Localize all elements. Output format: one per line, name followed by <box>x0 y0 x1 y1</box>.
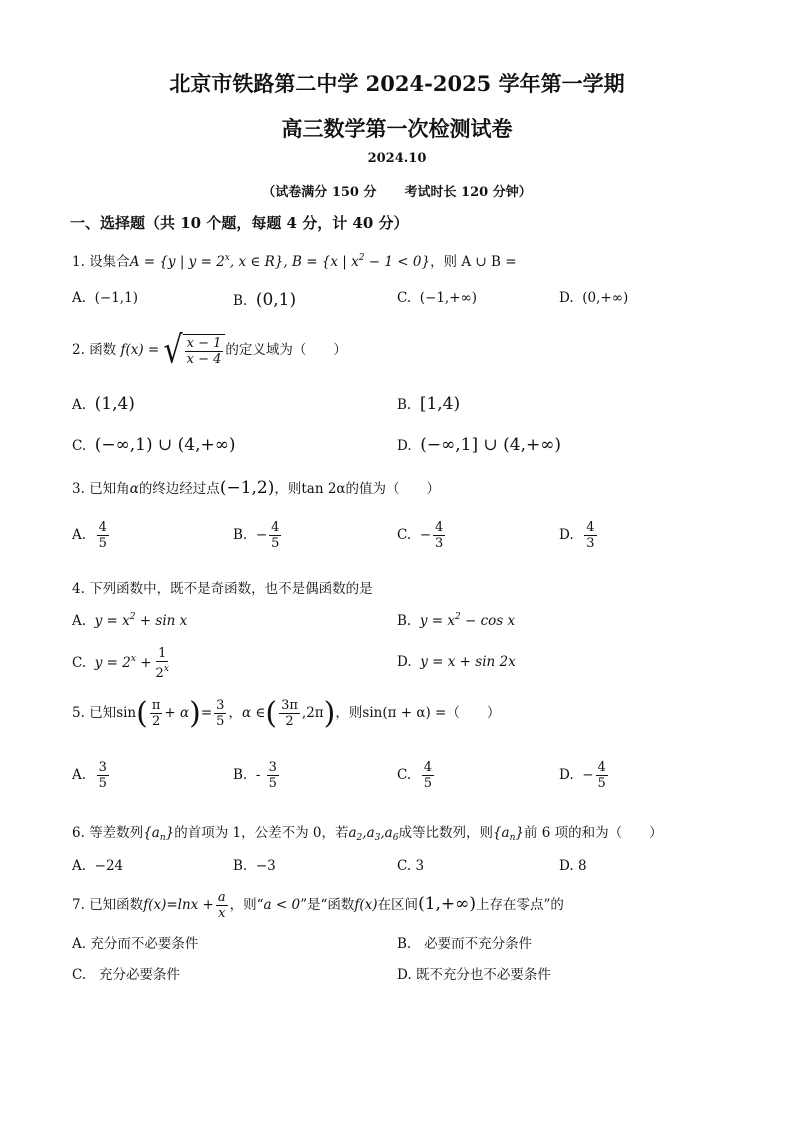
question-number: 3. <box>72 481 85 497</box>
q7-option-d[interactable]: D. 既不充分也不必要条件 <box>397 967 551 983</box>
exam-subtitle: 高三数学第一次检测试卷 <box>281 116 513 141</box>
q1-option-b[interactable]: B. (0,1) <box>233 290 297 310</box>
q1-option-d[interactable]: D. (0,+∞) <box>559 290 629 306</box>
q6-option-c[interactable]: C. 3 <box>397 858 425 874</box>
q4-option-a[interactable]: A. $y = x^2 + \sin x$ <box>72 612 188 629</box>
question-number: 4. <box>72 581 85 597</box>
q6-option-b[interactable]: B. −3 <box>233 858 276 874</box>
exam-title: 北京市铁路第二中学 2024-2025 学年第一学期 <box>169 71 625 96</box>
q3-option-d[interactable]: D. $\frac{4}{3}$ <box>559 520 595 551</box>
q4-option-d[interactable]: D. y = x + sin 2x <box>397 654 516 670</box>
question-number: 1. <box>72 254 85 270</box>
exam-note <box>0 181 794 200</box>
q5-option-a[interactable]: A. $\frac{3}{5}$ <box>72 760 107 791</box>
q6-option-a[interactable]: A. −24 <box>72 858 124 874</box>
question-stem: 已知角 <box>89 481 130 497</box>
q4-option-b[interactable]: B. $y = x^2 - \cos x$ <box>397 612 516 629</box>
q5-option-b[interactable]: B. - $\frac{3}{5}$ <box>233 760 277 791</box>
q7-option-c[interactable]: C. 充分必要条件 <box>72 967 181 983</box>
q4-option-c[interactable]: C. $y = 2^x$ + $\frac{1}{2^x}$ <box>72 646 169 681</box>
question-5: 5. 已知sin( $\frac{\pi}{2}$ + α)= $\frac{3}{5}$ ，α ∈( $\frac{3\pi}{2}$ ,2π)，则sin(π + α) =（ ） <box>72 696 501 731</box>
exam-date: 2024.10 <box>367 151 427 166</box>
question-stem: 下列函数中，既不是奇函数，也不是偶函数的是 <box>89 581 373 597</box>
question-number: 2. <box>72 342 85 358</box>
time-note: 考试时长 120 分钟） <box>404 185 532 200</box>
score-note: （试卷满分 150 分 <box>262 185 377 200</box>
question-tail: ，则 A ∪ B = <box>430 254 517 270</box>
section-heading: 一、选择题（共 10 个题，每题 4 分，计 40 分） <box>70 214 409 232</box>
question-stem: 设集合 <box>89 254 130 270</box>
q3-option-b[interactable]: B. − $\frac{4}{5}$ <box>233 520 280 551</box>
function-expr: f(x) = <box>120 342 160 358</box>
question-tail: 的定义域为（ ） <box>225 342 347 358</box>
q3-option-c[interactable]: C. − $\frac{4}{3}$ <box>397 520 444 551</box>
q1-option-a[interactable]: A. (−1,1) <box>72 290 138 306</box>
q2-option-c[interactable]: C. (−∞,1) ∪ (4,+∞) <box>72 435 236 455</box>
question-number: 7. <box>72 897 85 913</box>
question-stem: 函数 <box>89 342 117 358</box>
question-6: 6. 等差数列$\{a_n\}$的首项为 1，公差不为 0，若$a_2,a_3,a_6$成等比数列，则$\{a_n\}$前 6 项的和为（ ） <box>72 825 663 843</box>
q7-option-b[interactable]: B. 必要而不充分条件 <box>397 936 533 952</box>
question-1 <box>72 250 517 270</box>
question-7: 7. 已知函数f(x)=lnx + $\frac{a}{x}$ ，则“a < 0”是“函数f(x)在区间(1,+∞)上存在零点”的 <box>72 890 564 921</box>
q5-option-d[interactable]: D. − $\frac{4}{5}$ <box>559 760 606 791</box>
question-number: 5. <box>72 705 85 721</box>
q3-option-a[interactable]: A. $\frac{4}{5}$ <box>72 520 107 551</box>
q6-option-d[interactable]: D. 8 <box>559 858 587 874</box>
q7-option-a[interactable]: A. 充分而不必要条件 <box>72 936 199 952</box>
q2-option-b[interactable]: B. [1,4) <box>397 394 461 414</box>
question-3: 3. 已知角α的终边经过点(−1,2)，则tan 2α的值为（ ） <box>72 478 441 498</box>
set-a: A = {y | $y = 2^x$, x ∈ R}, B = {x | $x^2 - 1 < 0$} <box>129 253 431 270</box>
q2-option-d[interactable]: D. (−∞,1] ∪ (4,+∞) <box>397 435 562 455</box>
q1-option-c[interactable]: C. (−1,+∞) <box>397 290 478 306</box>
q5-option-c[interactable]: C. $\frac{4}{5}$ <box>397 760 433 791</box>
question-4 <box>72 577 373 597</box>
q2-option-a[interactable]: A. (1,4) <box>72 394 135 414</box>
question-number: 6. <box>72 825 85 841</box>
sqrt-expression: √ $\frac{x - 1}{x - 4}$ <box>164 334 226 367</box>
question-stem: 已知 <box>89 705 117 721</box>
question-2 <box>72 328 347 372</box>
